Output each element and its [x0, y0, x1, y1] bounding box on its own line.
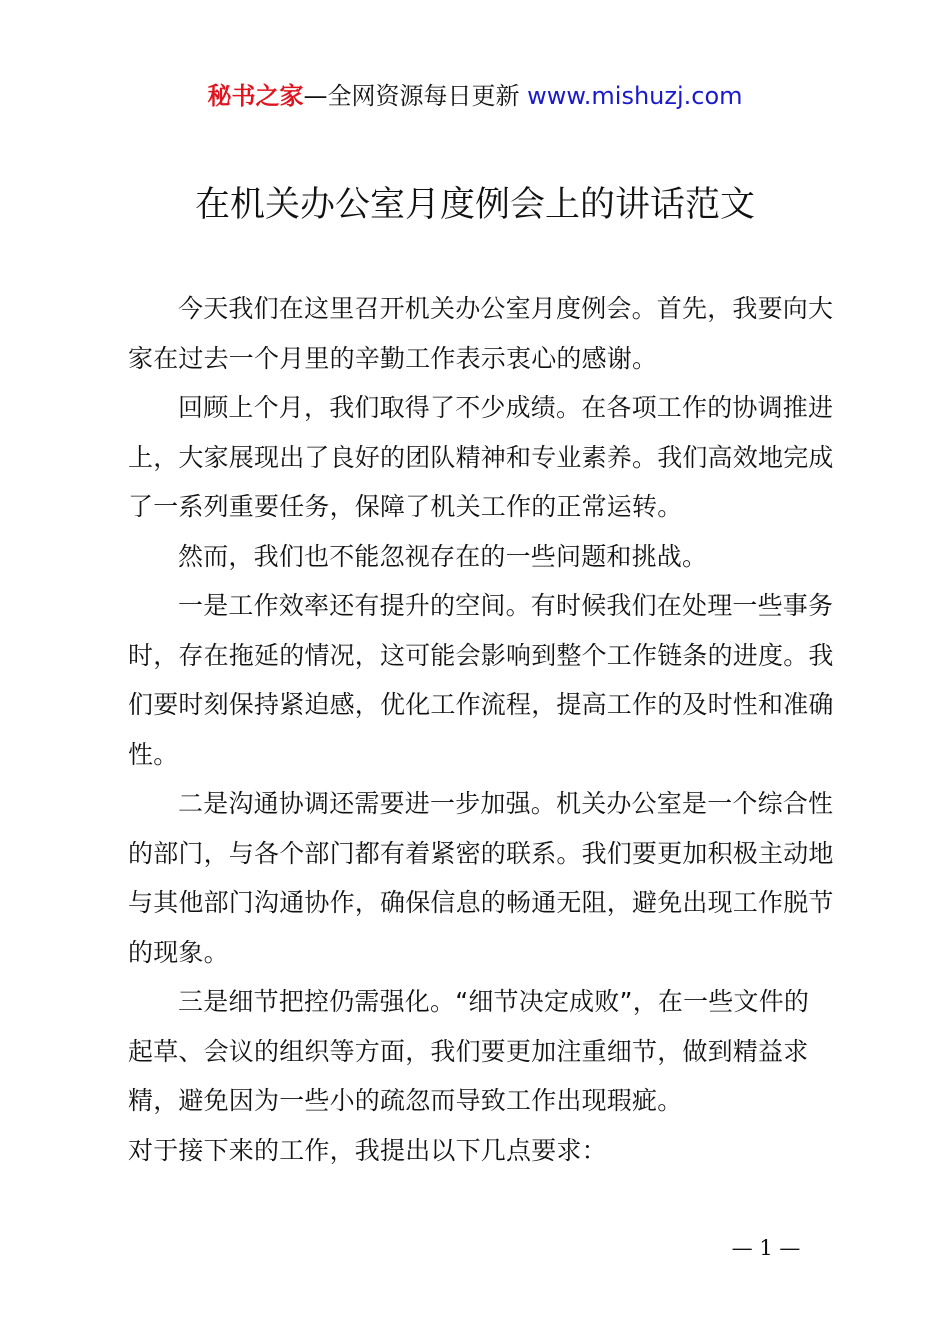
site-tagline: —全网资源每日更新: [303, 82, 520, 110]
paragraph-challenges: 然而，我们也不能忽视存在的一些问题和挑战。: [178, 541, 708, 571]
site-header: [0, 78, 950, 114]
paragraph-issue-efficiency: 一是工作效率还有提升的空间。有时候我们在处理一些事务时，存在拖延的情况，这可能会影响到整个工作链条的进度。我们要时刻保持紧迫感，优化工作流程，提高工作的及时性和准确性。: [128, 591, 834, 769]
document-body: [128, 284, 834, 1175]
paragraph-issue-details: 三是细节把控仍需强化。“细节决定成败”，在一些文件的起草、会议的组织等方面，我们要更加注重细节，做到精益求精，避免因为一些小的疏忽而导致工作出现瑕疵。: [128, 987, 810, 1115]
page-number: — 1 —: [731, 1236, 801, 1260]
site-url-link[interactable]: www.mishuzj.com: [527, 82, 743, 110]
paragraph-requirements-intro: 对于接下来的工作，我提出以下几点要求：: [128, 1135, 607, 1165]
site-brand: 秘书之家: [207, 82, 304, 110]
paragraph-issue-communication: 二是沟通协调还需要进一步加强。机关办公室是一个综合性的部门，与各个部门都有着紧密的联系。我们要更加积极主动地与其他部门沟通协作，确保信息的畅通无阻，避免出现工作脱节的现象。: [128, 789, 834, 967]
paragraph-opening: 今天我们在这里召开机关办公室月度例会。首先，我要向大家在过去一个月里的辛勤工作表示衷心的感谢。: [128, 294, 834, 373]
document-title: 在机关办公室月度例会上的讲话范文: [194, 185, 755, 225]
paragraph-review: 回顾上个月，我们取得了不少成绩。在各项工作的协调推进上，大家展现出了良好的团队精神和专业素养。我们高效地完成了一系列重要任务，保障了机关工作的正常运转。: [128, 393, 834, 521]
